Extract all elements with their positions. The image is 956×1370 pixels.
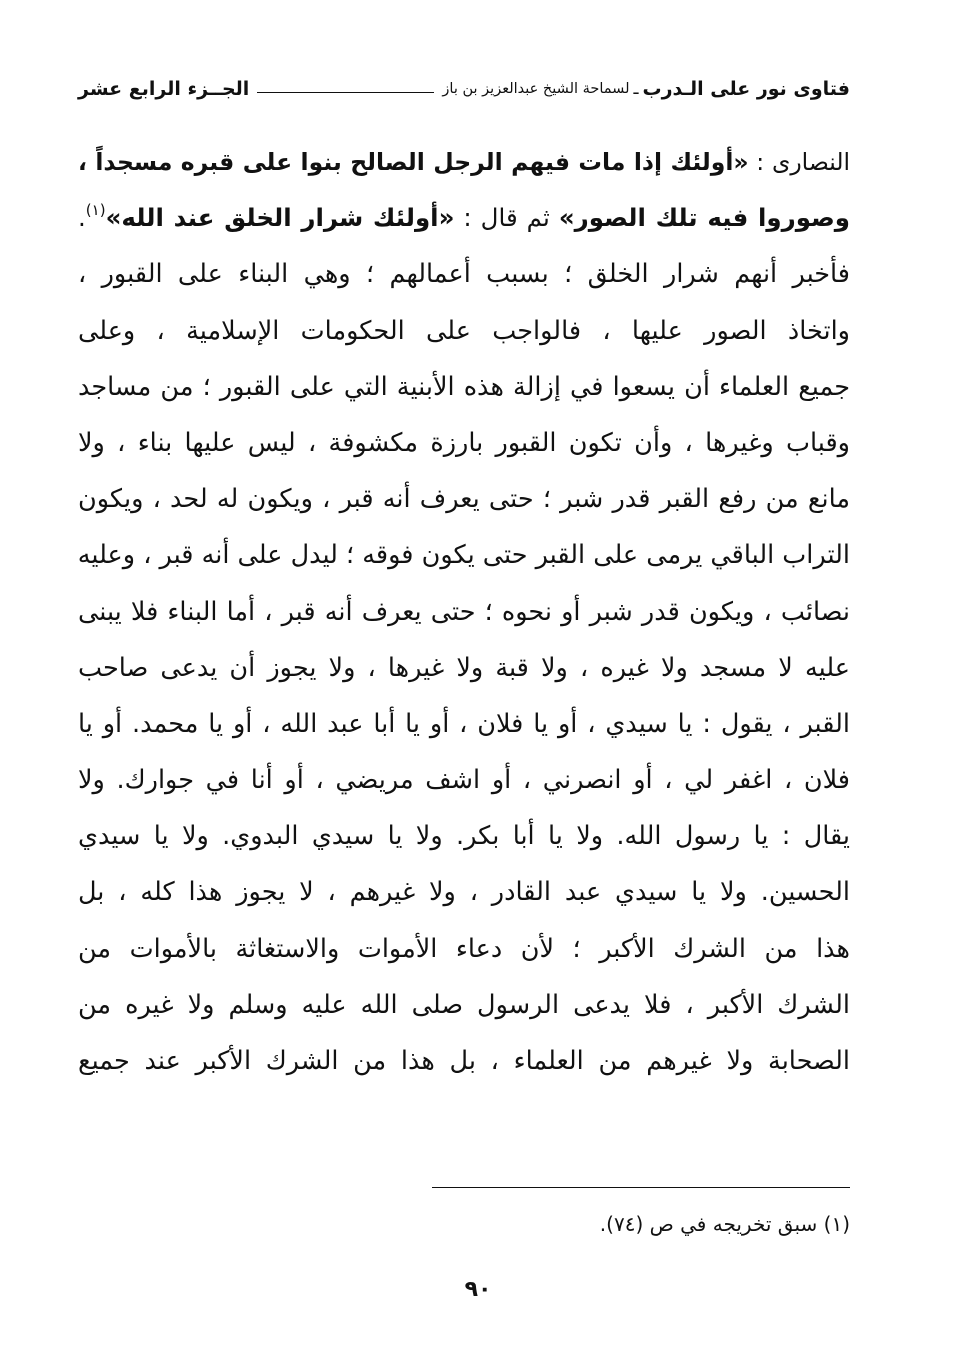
text-line: القبر ، يقول : يا سيدي ، أو يا فلان ، أو يا أبا عبد الله ، أو يا محمد. أو يا bbox=[78, 708, 850, 739]
footnote-text: سبق تخريجه في ص (٧٤). bbox=[599, 1212, 818, 1236]
text-line: التراب الباقي يرمى على القبر حتى يكون فوقه ؛ ليدل على أنه قبر ، وعليه bbox=[78, 540, 850, 571]
footnote bbox=[78, 1206, 850, 1242]
running-header bbox=[78, 70, 850, 108]
footnote-reference: (١) bbox=[85, 201, 106, 220]
main-text bbox=[78, 134, 850, 1089]
footnote-divider bbox=[432, 1187, 850, 1188]
text-line: عليه لا مسجد ولا غيره ، ولا قبة ولا غيرها ، ولا يجوز أن يدعى صاحب bbox=[78, 652, 850, 683]
text-line: وقباب وغيرها ، وأن تكون القبور بارزة مكشوفة ، ليس عليها بناء ، ولا bbox=[78, 427, 850, 458]
text-segment: . bbox=[78, 203, 86, 233]
text-line bbox=[78, 190, 850, 246]
text-line: واتخاذ الصور عليها ، فالواجب على الحكومات الإسلامية ، وعلى bbox=[78, 315, 850, 346]
header-rule bbox=[257, 92, 434, 93]
text-line: فلان ، اغفر لي ، أو انصرني ، أو اشف مريضي ، أو أنا في جوارك. ولا bbox=[78, 765, 850, 796]
header-dash: ـ bbox=[633, 78, 639, 99]
hadith-quote: «أولئك شرار الخلق عند الله» bbox=[105, 203, 455, 233]
text-line: هذا من الشرك الأكبر ؛ لأن دعاء الأموات والاستغاثة بالأموات من bbox=[78, 933, 850, 964]
text-segment: النصارى : bbox=[748, 148, 850, 176]
footnote-marker: (١) bbox=[823, 1212, 850, 1236]
text-line: نصائب ، ويكون قدر شبر أو نحوه ؛ حتى يعرف أنه قبر ، أما البناء فلا يبنى bbox=[78, 596, 850, 627]
text-line: مانع من رفع القبر قدر شبر ؛ حتى يعرف أنه قبر ، ويكون له لحد ، ويكون bbox=[78, 484, 850, 515]
scholar-name: لسماحة الشيخ عبدالعزيز بن باز bbox=[442, 80, 630, 97]
text-line: فأخبر أنهم شرار الخلق ؛ بسبب أعمالهم ؛ وهي البناء على القبور ، bbox=[78, 259, 850, 290]
text-line: الحسين. ولا يا سيدي عبد القادر ، ولا غيرهم ، لا يجوز هذا كله ، بل bbox=[78, 877, 850, 908]
text-line: يقال : يا رسول الله. ولا يا أبا بكر. ولا يا سيدي البدوي. ولا يا سيدي bbox=[78, 821, 850, 852]
text-segment: ثم قال : bbox=[454, 203, 559, 233]
hadith-quote: «أولئك إذا مات فيهم الرجل الصالح بنوا على قبره مسجداً ، bbox=[78, 148, 749, 176]
hadith-quote: وصوروا فيه تلك الصور» bbox=[558, 203, 850, 233]
text-line: الصحابة ولا غيرهم من العلماء ، بل هذا من الشرك الأكبر عند جميع bbox=[78, 1046, 850, 1076]
page-number: ٩٠ bbox=[464, 1277, 492, 1302]
text-line bbox=[78, 134, 850, 190]
text-line: جميع العلماء أن يسعوا في إزالة هذه الأبنية التي على القبور ؛ من مساجد bbox=[78, 371, 850, 402]
book-title: فتاوى نور على الـدرب bbox=[642, 77, 850, 100]
volume-part: الجــزء الرابع عشر bbox=[78, 77, 250, 100]
text-line: الشرك الأكبر ، فلا يدعى الرسول صلى الله عليه وسلم ولا غيره من bbox=[78, 989, 850, 1020]
